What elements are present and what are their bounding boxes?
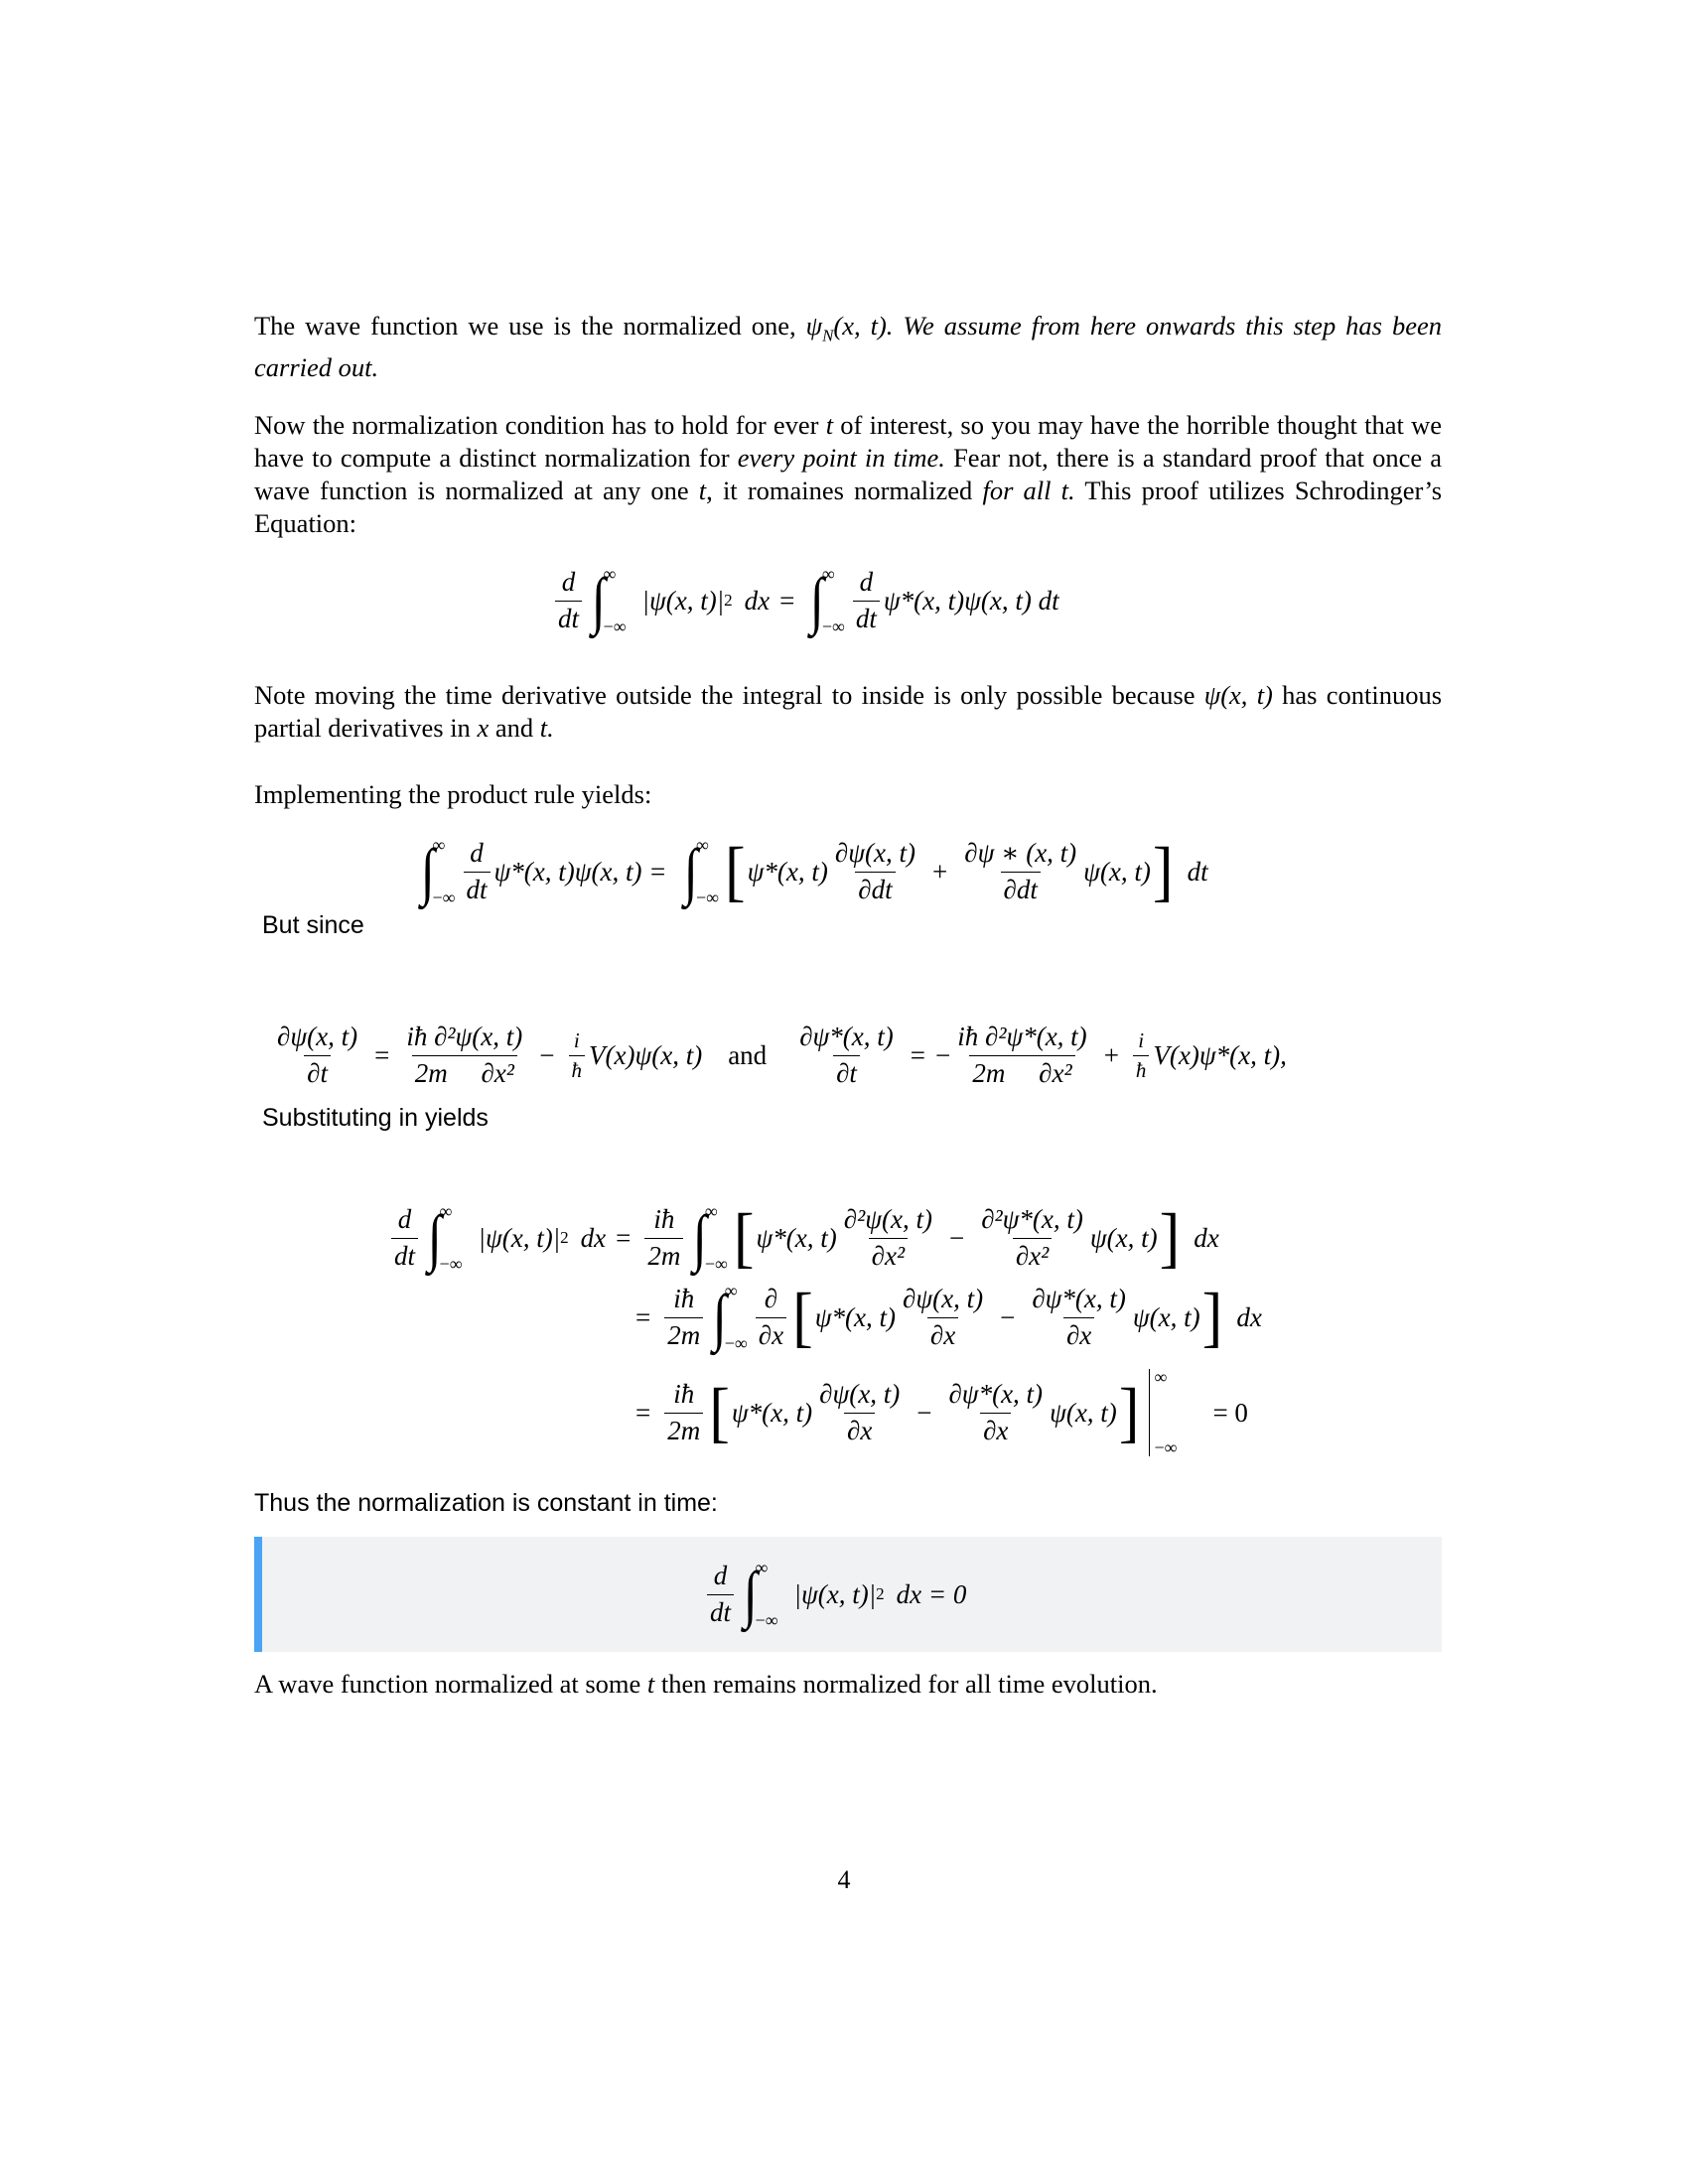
text: A wave function normalized at some: [254, 1669, 641, 1699]
frac-dpsi-dx: $\frac{\partial\psi(x, t)}{\partial x}$: [902, 1284, 984, 1350]
frac-dpsistar-ddt: $\frac{\partial\psi ∗ (x, t)}{\partial dt}$: [964, 838, 1077, 904]
bracket-open: [: [709, 1375, 730, 1450]
page-number: 4: [837, 1865, 851, 1894]
dx: dx: [580, 1222, 607, 1253]
thus-statement: Thus the normalization is constant in time:: [254, 1489, 718, 1517]
frac-ih-2m: $\frac{iħ}{2m}$: [664, 1284, 703, 1350]
frac-d-dt: $\frac{d}{dt}$: [555, 567, 582, 633]
psi-star: ψ*(x, t): [731, 1397, 813, 1428]
dx: dx: [744, 585, 771, 615]
bracket-open: [: [792, 1280, 813, 1355]
minus: −: [916, 1397, 932, 1428]
frac-i-hbar: $\frac{i}{ħ}$: [1133, 1028, 1150, 1081]
psi-N: $\psi_N$: [805, 311, 834, 345]
frac-dpsi-ddt: $\frac{\partial\psi(x, t)}{\partial dt}$: [834, 838, 915, 904]
frac-d2psi-dx2: $\frac{\text{∂²ψ(x, t)}}{\text{∂x²}}$: [843, 1204, 932, 1271]
var-t: t.: [539, 713, 554, 743]
equation-result: [703, 1549, 966, 1640]
integral-sign: ∫ ∞ −∞: [810, 564, 845, 636]
bracket-close: ]: [1118, 1375, 1140, 1450]
bracket-close: ]: [1152, 834, 1174, 909]
equals: =: [616, 1222, 632, 1253]
evaluation-bar: ∞ −∞: [1147, 1367, 1177, 1458]
abs-psi: |ψ(x, t)|: [478, 1222, 561, 1253]
paragraph-note: [254, 679, 1442, 745]
integral-sign: ∫ ∞ −∞: [693, 1201, 728, 1274]
abs-psi: |ψ(x, t)|: [793, 1578, 877, 1609]
var-t: t: [698, 476, 707, 505]
integral-sign: ∫ ∞ −∞: [427, 1201, 463, 1274]
frac-dpsistar-dt: $\frac{\partial\psi*(x, t)}{\partial t}$: [799, 1022, 894, 1088]
text: and: [494, 713, 534, 743]
equals: =: [910, 1039, 926, 1070]
text: Note moving the time derivative outside the integral to inside is only possible because: [254, 680, 1196, 710]
dt: dt: [1187, 856, 1208, 887]
frac-d-dt: $\frac{d}{dt}$: [853, 567, 880, 633]
frac-dpsi-dt: $\frac{\partial\psi(x, t)}{\partial t}$: [277, 1022, 358, 1088]
emphasis: every point in time.: [737, 443, 945, 473]
psi: ψ(x, t): [1089, 1222, 1158, 1253]
frac-d-dt: $\frac{d}{dt}$: [391, 1204, 418, 1271]
bracket-open: [: [733, 1200, 755, 1276]
psi: ψ(x, t): [1132, 1301, 1200, 1332]
emphasis: for all t.: [982, 476, 1075, 505]
text: Fear not, there is a standard proof that once a wave function is normalized at any one: [254, 443, 1443, 505]
psi: ψ(x, t): [1050, 1397, 1117, 1428]
paragraph-normalization-condition: [254, 409, 1442, 540]
potential-term-star: V(x)ψ*(x, t),: [1153, 1039, 1287, 1070]
minus: −: [1000, 1301, 1016, 1332]
potential-term: V(x)ψ(x, t): [589, 1039, 703, 1070]
psi-star: ψ*(x, t): [756, 1222, 837, 1253]
frac-ih-2m: $\frac{iħ}{2m}$: [644, 1204, 683, 1271]
abs-psi: |ψ(x, t)|: [641, 585, 725, 615]
psi-star: ψ*(x, t): [747, 856, 828, 887]
integral-sign: ∫ ∞ −∞: [743, 1558, 778, 1630]
frac-d-dt: $\frac{d}{dt}$: [707, 1561, 734, 1627]
minus: −: [539, 1039, 555, 1070]
bracket-open: [: [725, 834, 746, 909]
exponent: 2: [724, 591, 733, 610]
var-t: t: [825, 410, 834, 440]
bracket-close: ]: [1159, 1200, 1181, 1276]
substituting: Substituting in yields: [262, 1104, 489, 1132]
integral-sign: ∫ ∞ −∞: [712, 1281, 748, 1353]
psi-star: ψ*(x, t): [814, 1301, 896, 1332]
text: (x, t). We assume from here onwards this step has been carried out.: [254, 311, 1442, 383]
frac-dpsi-dx: $\frac{\partial\psi(x, t)}{\partial x}$: [819, 1379, 901, 1445]
conclusion: [254, 1668, 1442, 1701]
but-since: But since: [262, 911, 364, 939]
frac-dpsistar-dx: $\frac{\partial\psi*(x, t)}{\partial x}$: [948, 1379, 1044, 1445]
exponent: 2: [876, 1584, 885, 1603]
frac-d2psistar-dx2: $\frac{\text{∂²ψ*(x, t)}}{\text{∂x²}}$: [981, 1204, 1083, 1271]
dx: dx: [1194, 1222, 1219, 1253]
frac-ih-2m: $\frac{iħ}{2m}$: [664, 1379, 703, 1445]
plus: +: [1103, 1039, 1119, 1070]
text: Now the normalization condition has to hold for ever: [254, 410, 819, 440]
plus: +: [932, 856, 948, 887]
integral-sign: ∫ ∞ −∞: [684, 835, 719, 907]
frac-partial-dx: $\frac{\partial}{\partial x}$: [756, 1284, 786, 1350]
and: and: [728, 1039, 768, 1070]
minus: −: [948, 1222, 965, 1253]
equals: =: [635, 1397, 651, 1428]
text: This proof utilizes Schrodinger’s Equation:: [254, 476, 1443, 538]
text: The wave function we use is the normalized one,: [254, 311, 796, 341]
var-x: x: [477, 713, 490, 743]
equation-1: [551, 556, 1059, 645]
dx-equals-zero: dx = 0: [896, 1578, 967, 1609]
equation-product-rule: [415, 826, 1208, 917]
frac-dpsistar-dx: $\frac{\partial\psi*(x, t)}{\partial x}$: [1032, 1284, 1126, 1350]
minus: −: [935, 1039, 951, 1070]
integrand: ψ*(x, t)ψ(x, t) dt: [883, 585, 1059, 615]
equation-substituted-line-3: [626, 1364, 1248, 1461]
frac-i-hbar: $\frac{i}{ħ}$: [569, 1028, 586, 1081]
text: , it romaines normalized: [706, 476, 973, 505]
integral-sign: ∫ ∞ −∞: [591, 564, 627, 636]
paragraph-product-rule: Implementing the product rule yields:: [254, 779, 652, 809]
bracket-close: ]: [1201, 1280, 1223, 1355]
equals: =: [374, 1039, 390, 1070]
dx: dx: [1236, 1301, 1262, 1332]
frac-d-dt: $\frac{d}{dt}$: [464, 838, 491, 904]
text: then remains normalized for all time evolution.: [660, 1669, 1158, 1699]
equals: =: [635, 1301, 651, 1332]
frac-kinetic-star: $\frac{\text{iħ ∂²ψ*(x, t)}}{\text{2m ∂x²}}$: [957, 1022, 1087, 1088]
integral-sign: ∫ ∞ −∞: [420, 835, 456, 907]
psi: ψ(x, t): [1203, 680, 1273, 710]
equals-zero: = 0: [1212, 1397, 1248, 1428]
var-t: t: [646, 1669, 655, 1699]
lhs: ψ*(x, t)ψ(x, t) =: [493, 856, 667, 887]
paragraph-normalized: [254, 310, 1442, 384]
psi: ψ(x, t): [1083, 856, 1151, 887]
text: of interest, so you may have the horrible thought that we have to compute a distinct normalization for: [254, 410, 1442, 473]
frac-kinetic: $\frac{\text{iħ ∂²ψ(x, t)}}{\text{2m ∂x²}}$: [406, 1022, 523, 1088]
equals: =: [779, 585, 795, 615]
equation-schrodinger: [270, 1011, 1287, 1100]
exponent: 2: [560, 1228, 569, 1247]
text: has continuous partial derivatives in: [254, 680, 1443, 743]
equation-substituted-line-2: [626, 1271, 1262, 1364]
